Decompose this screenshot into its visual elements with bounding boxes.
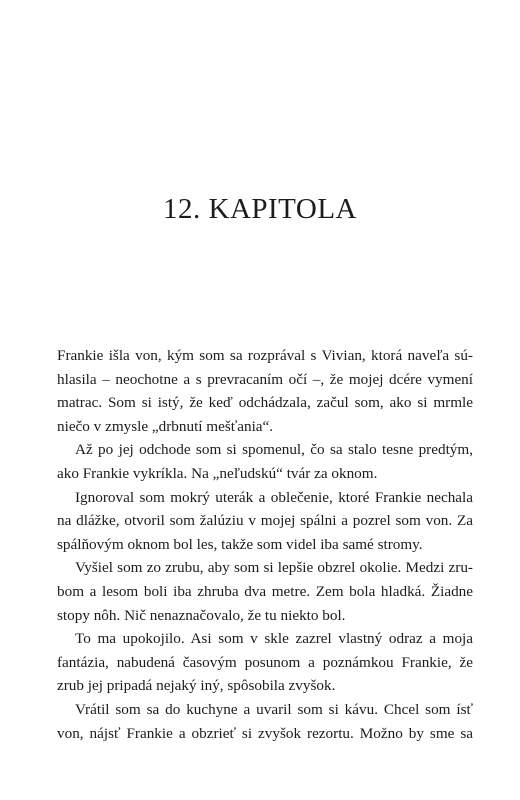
chapter-title: 12. KAPITOLA	[163, 193, 357, 225]
text-line: ako Frankie vykríkla. Na „neľudskú“ tvár za oknom.	[57, 464, 378, 482]
body-text	[57, 344, 473, 745]
text-line: matrac. Som si istý, že keď odchádzala, začul som, ako si mrmle	[57, 394, 473, 412]
text-line: hlasila – neochotne a s prevracaním očí –, že mojej dcére vymení	[57, 370, 473, 388]
text-line: Vyšiel som zo zrubu, aby som si lepšie obzrel okolie. Medzi zru-	[75, 559, 473, 577]
text-line: Až po jej odchode som si spomenul, čo sa stalo tesne predtým,	[75, 441, 473, 459]
text-line: bom a lesom boli iba zhruba dva metre. Zem bola hladká. Žiadne	[57, 582, 473, 600]
text-line: Frankie išla von, kým som sa rozprával s Vivian, ktorá naveľa sú-	[57, 347, 473, 364]
text-line: von, nájsť Frankie a obzrieť si zvyšok rezortu. Možno by sme sa	[57, 724, 473, 742]
text-line: fantázia, nabudená časovým posunom a poznámkou Frankie, že	[57, 653, 473, 671]
text-line: stopy nôh. Nič nenaznačovalo, že tu niekto bol.	[57, 606, 346, 624]
text-line: niečo v zmysle „drbnutí mešťania“.	[57, 417, 274, 435]
text-line: To ma upokojilo. Asi som v skle zazrel vlastný odraz a moja	[75, 630, 473, 648]
text-line: na dlážke, otvoril som žalúziu v mojej spálni a pozrel som von. Za	[57, 512, 473, 530]
text-line: spálňovým oknom bol les, takže som videl iba samé stromy.	[57, 535, 423, 553]
text-line: Vrátil som sa do kuchyne a uvaril som si kávu. Chcel som ísť	[75, 700, 473, 718]
text-line: zrub jej pripadá nejaký iný, spôsobila zvyšok.	[57, 677, 336, 695]
text-line: Ignoroval som mokrý uterák a oblečenie, ktoré Frankie nechala	[75, 488, 473, 506]
